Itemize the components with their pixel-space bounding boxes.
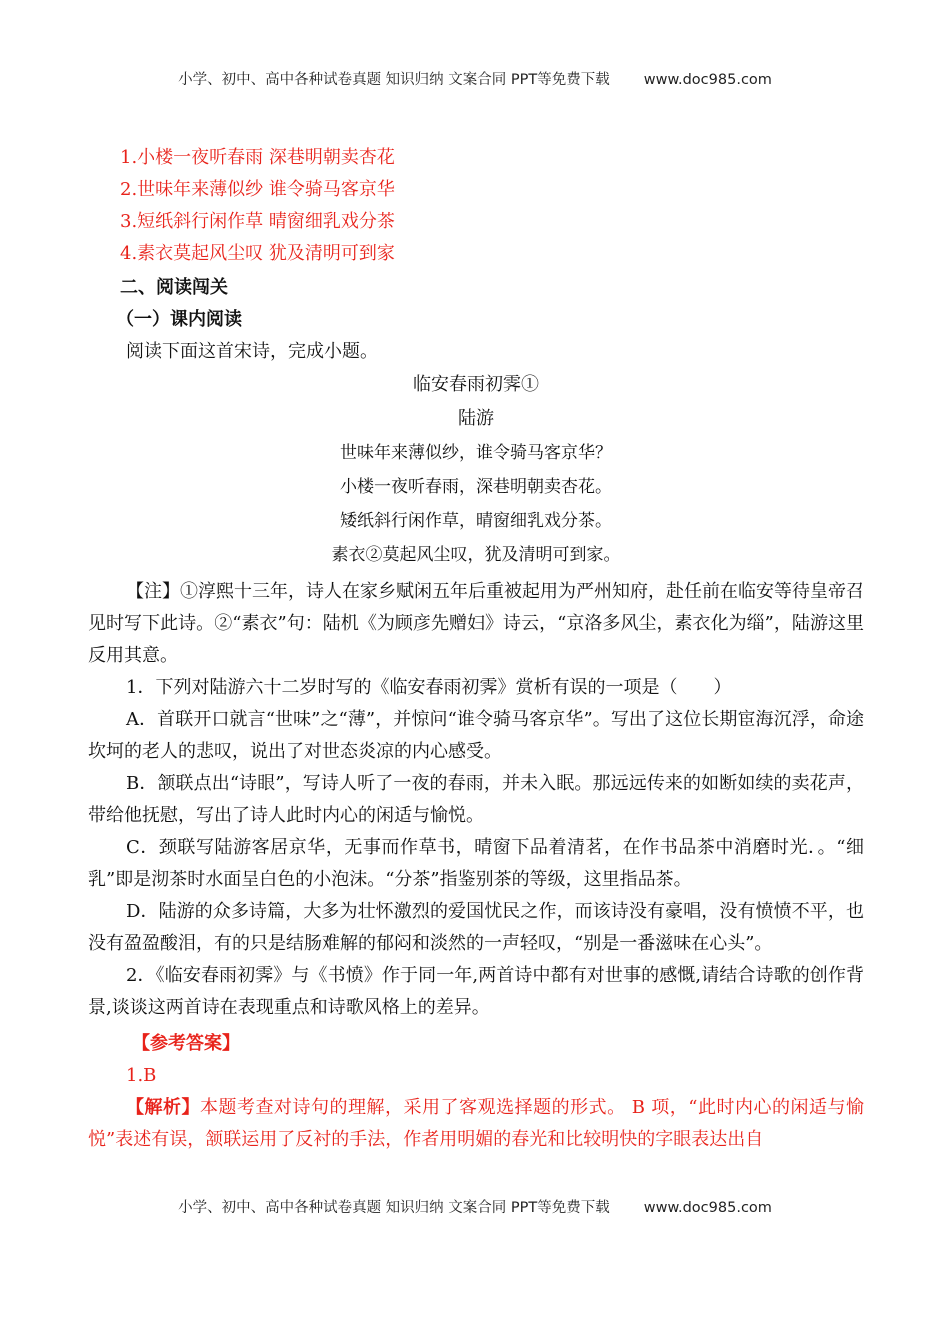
question-1-option-c: C．颈联写陆游客居京华，无事而作草书，晴窗下品着清茗，在作书品茶中消磨时光．。“细乳”即是沏茶时水面呈白色的小泡沫。“分茶”指鉴别茶的等级，这里指品茶。 <box>88 837 864 890</box>
reference-answer-label: 【参考答案】 <box>132 1033 240 1054</box>
poem-author: 陆游 <box>458 408 494 429</box>
question-1-stem: 1．下列对陆游六十二岁时写的《临安春雨初霁》赏析有误的一项是（ ） <box>126 677 732 698</box>
page-header <box>0 68 950 89</box>
answer-line: 3.短纸斜行闲作草 晴窗细乳戏分茶 <box>120 211 395 232</box>
poem-line: 素衣②莫起风尘叹，犹及清明可到家。 <box>331 545 621 565</box>
answer-1: 1.B <box>126 1065 157 1086</box>
footer-text: 小学、初中、高中各种试卷真题 知识归纳 文案合同 PPT等免费下载 <box>178 1200 610 1216</box>
page-footer <box>0 1196 950 1217</box>
poem-line: 世味年来薄似纱，谁令骑马客京华？ <box>340 443 612 463</box>
footer-site-link[interactable]: www.doc985.com <box>643 1200 772 1216</box>
poem-title: 临安春雨初霁① <box>413 374 539 395</box>
page-content <box>88 142 864 1156</box>
poem-note: 【注】①淳熙十三年，诗人在家乡赋闲五年后重被起用为严州知府，赴任前在临安等待皇帝召见时写下此诗。②“素衣”句：陆机《为顾彦先赠妇》诗云，“京洛多风尘，素衣化为缁”，陆游这里反用其意。 <box>88 581 864 666</box>
answer-list <box>88 142 864 270</box>
explanation-paragraph <box>88 1092 864 1156</box>
question-1-option-d: D．陆游的众多诗篇，大多为壮怀激烈的爱国忧民之作，而该诗没有豪唱，没有愤愤不平，也没有盈盈酸泪，有的只是结肠难解的郁闷和淡然的一声轻叹，“别是一番滋味在心头”。 <box>88 901 864 954</box>
header-site-link[interactable]: www.doc985.com <box>643 72 772 88</box>
header-text: 小学、初中、高中各种试卷真题 知识归纳 文案合同 PPT等免费下载 <box>178 72 610 88</box>
poem-line: 小楼一夜听春雨，深巷明朝卖杏花。 <box>340 477 612 497</box>
explanation-tag: 【解析】 <box>126 1097 201 1118</box>
poem-block <box>88 368 864 572</box>
poem-line: 矮纸斜行闲作草，晴窗细乳戏分茶。 <box>340 511 612 531</box>
answer-line: 1.小楼一夜听春雨 深巷明朝卖杏花 <box>120 147 395 168</box>
instruction-text: 阅读下面这首宋诗，完成小题。 <box>126 341 378 362</box>
section-title: 二、阅读闯关 <box>120 277 228 298</box>
question-2-stem: 2．《临安春雨初霁》与《书愤》作于同一年,两首诗中都有对世事的感慨,请结合诗歌的创作背景,谈谈这两首诗在表现重点和诗歌风格上的差异。 <box>88 965 864 1018</box>
answer-line: 2.世味年来薄似纱 谁令骑马客京华 <box>120 179 395 200</box>
answer-line: 4.素衣莫起风尘叹 犹及清明可到家 <box>120 243 395 264</box>
section-subtitle: （一）课内阅读 <box>116 309 242 330</box>
question-1-option-a: A．首联开口就言“世味”之“薄”，并惊问“谁令骑马客京华”。写出了这位长期宦海沉浮，命途坎坷的老人的悲叹，说出了对世态炎凉的内心感受。 <box>88 709 864 762</box>
question-1-option-b: B．颔联点出“诗眼”，写诗人听了一夜的春雨，并未入眠。那远远传来的如断如续的卖花声，带给他抚慰，写出了诗人此时内心的闲适与愉悦。 <box>88 773 864 826</box>
explanation-text: 本题考查对诗句的理解，采用了客观选择题的形式。 B 项，“此时内心的闲适与愉悦”表述有误，颔联运用了反衬的手法，作者用明媚的春光和比较明快的字眼表达出自 <box>88 1097 864 1150</box>
